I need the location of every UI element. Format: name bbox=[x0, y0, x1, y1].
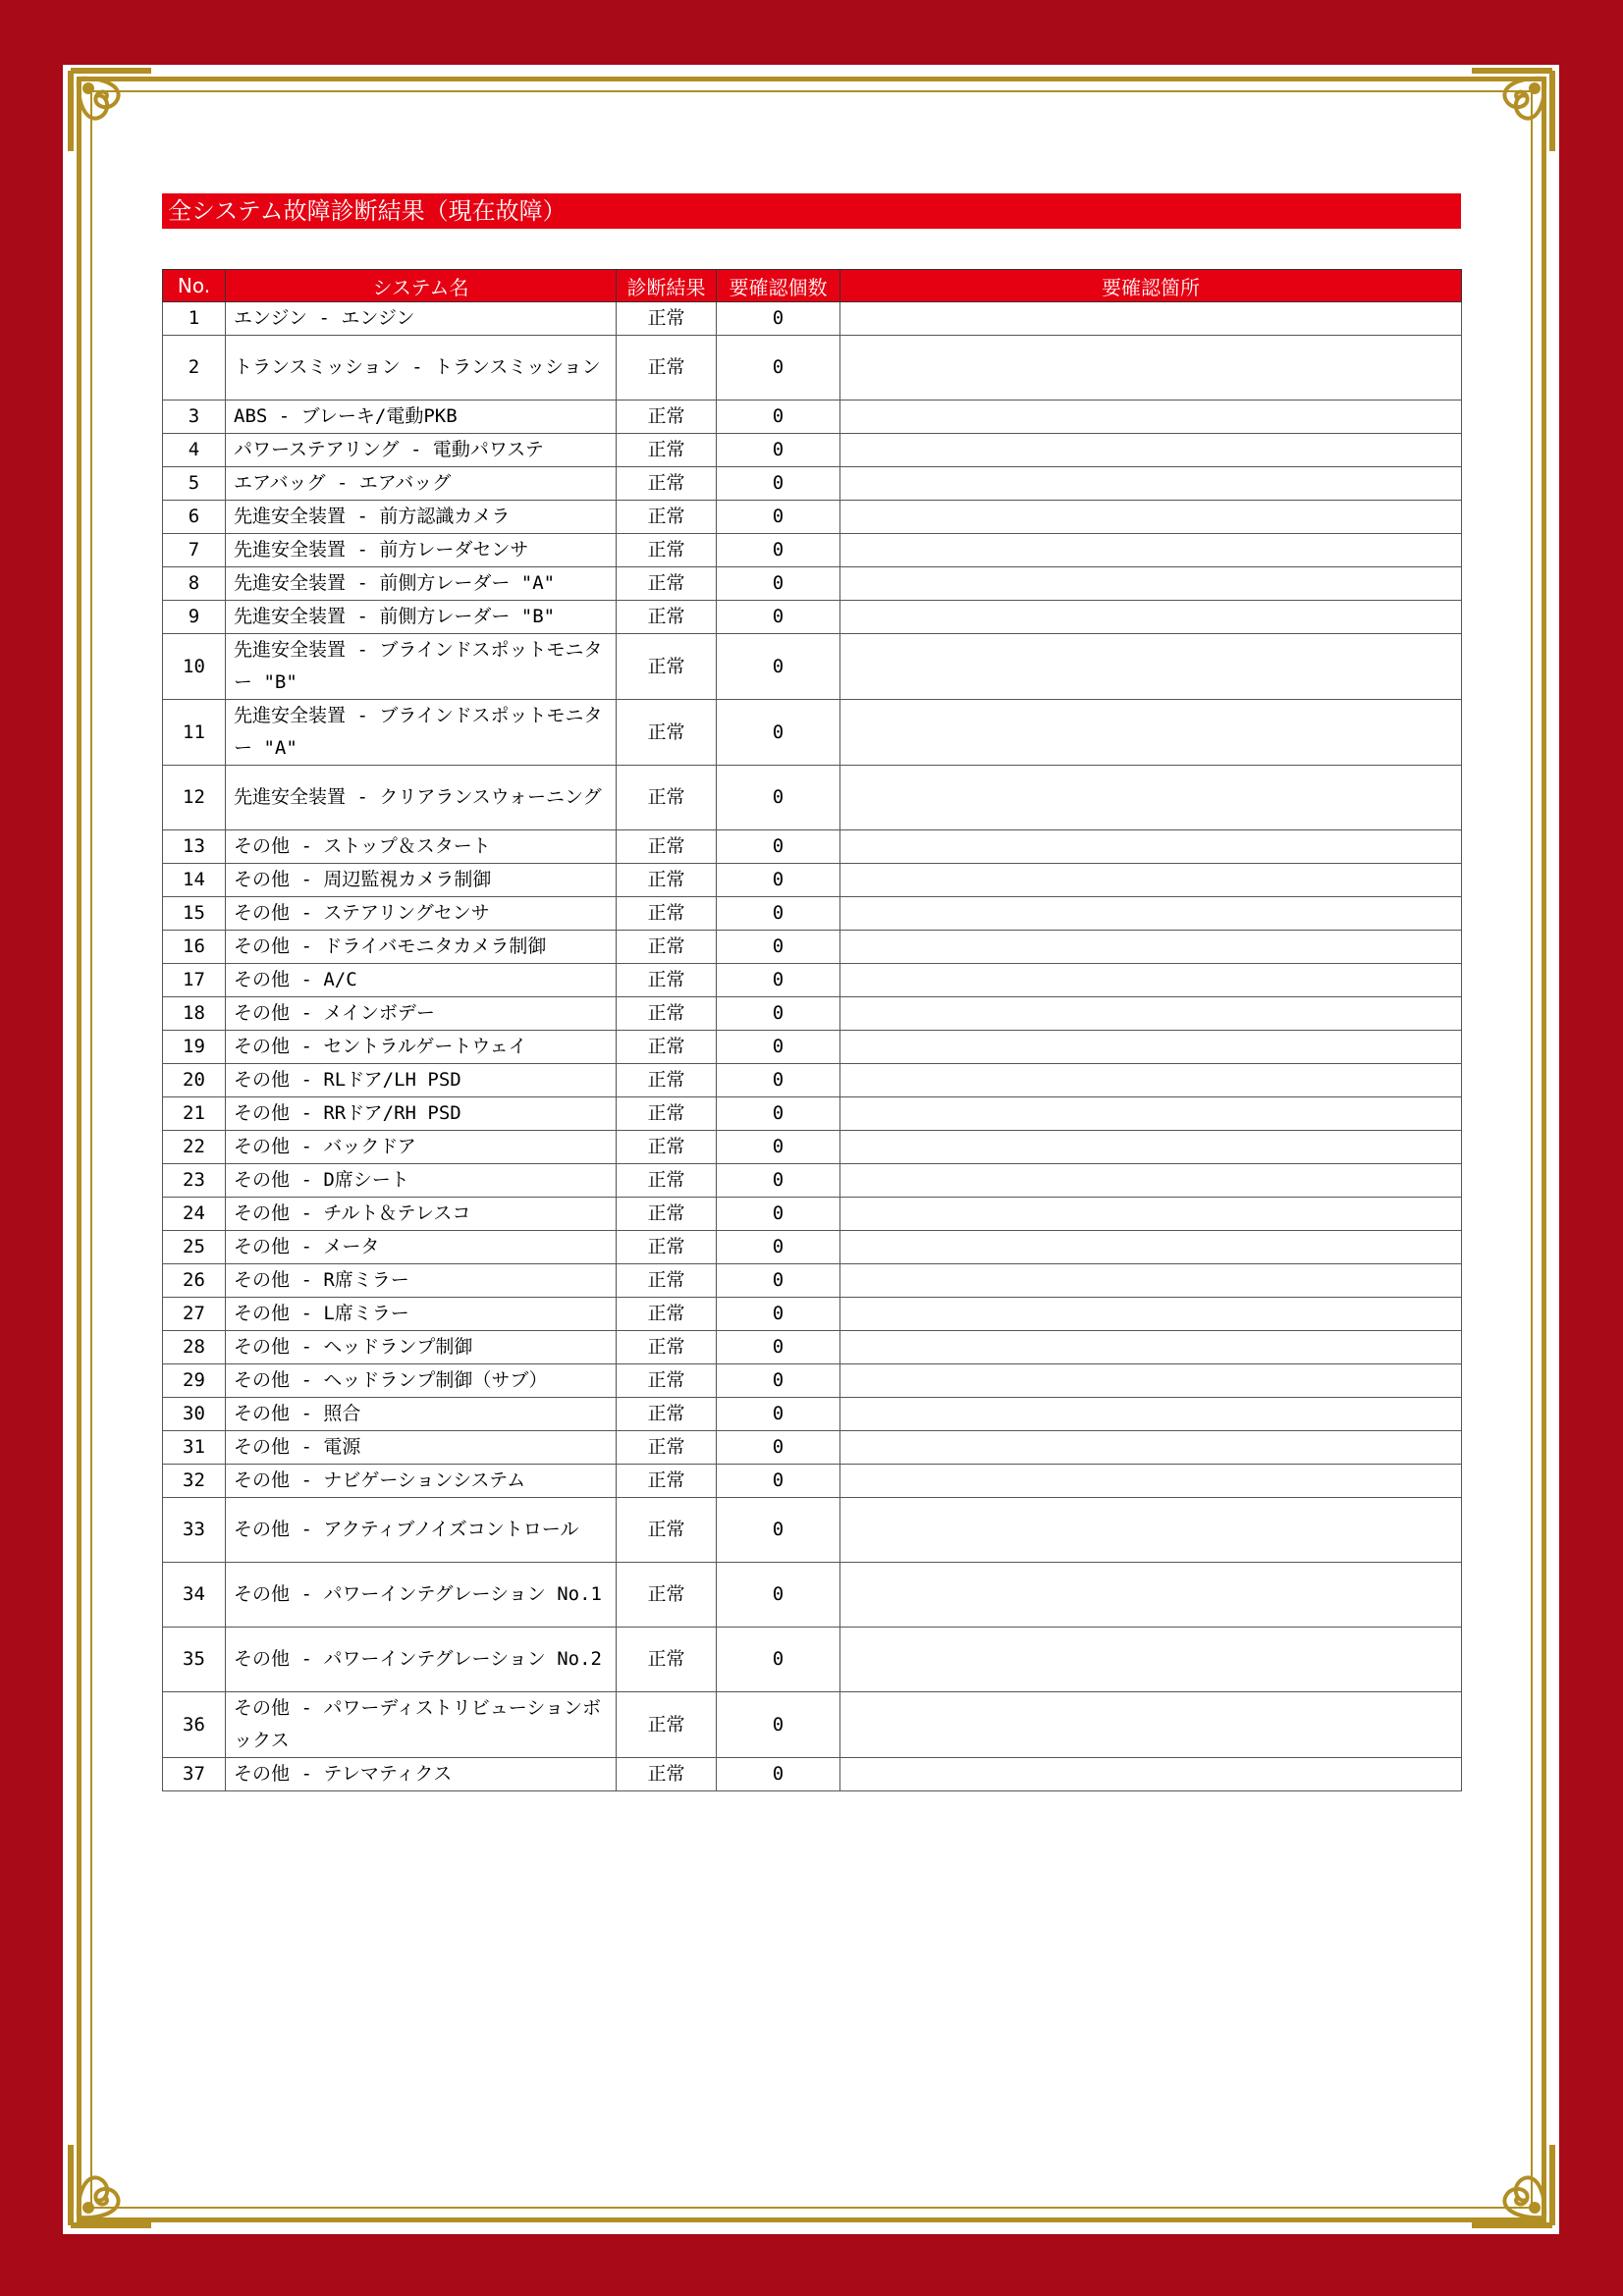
table-row bbox=[163, 336, 1462, 400]
corner-ornament-icon bbox=[1468, 67, 1556, 155]
system-name: その他 - ナビゲーションシステム bbox=[226, 1465, 617, 1498]
check-location bbox=[840, 1097, 1462, 1131]
system-name: トランスミッション - トランスミッション bbox=[226, 336, 617, 400]
row-number: 33 bbox=[163, 1498, 226, 1563]
check-count: 0 bbox=[717, 864, 840, 897]
diagnosis-result: 正常 bbox=[617, 534, 717, 567]
row-number: 20 bbox=[163, 1064, 226, 1097]
check-count: 0 bbox=[717, 567, 840, 601]
check-location bbox=[840, 1431, 1462, 1465]
system-name: その他 - 電源 bbox=[226, 1431, 617, 1465]
check-location bbox=[840, 1264, 1462, 1298]
diagnosis-result: 正常 bbox=[617, 864, 717, 897]
check-location bbox=[840, 931, 1462, 964]
system-name: その他 - パワーディストリビューションボックス bbox=[226, 1692, 617, 1758]
row-number: 34 bbox=[163, 1563, 226, 1628]
check-location bbox=[840, 434, 1462, 467]
diagnosis-result: 正常 bbox=[617, 434, 717, 467]
table-header-row bbox=[163, 270, 1462, 302]
diagnosis-result: 正常 bbox=[617, 467, 717, 501]
row-number: 23 bbox=[163, 1164, 226, 1198]
check-location bbox=[840, 467, 1462, 501]
table-row bbox=[163, 1298, 1462, 1331]
table-row bbox=[163, 1164, 1462, 1198]
diagnosis-result: 正常 bbox=[617, 1364, 717, 1398]
system-name: 先進安全装置 - 前側方レーダー "B" bbox=[226, 601, 617, 634]
table-row bbox=[163, 1465, 1462, 1498]
table-row bbox=[163, 434, 1462, 467]
corner-ornament-icon bbox=[1468, 2141, 1556, 2229]
system-name: その他 - A/C bbox=[226, 964, 617, 997]
system-name: その他 - パワーインテグレーション No.1 bbox=[226, 1563, 617, 1628]
column-header-location: 要確認箇所 bbox=[840, 270, 1462, 302]
check-count: 0 bbox=[717, 1498, 840, 1563]
check-location bbox=[840, 1231, 1462, 1264]
check-count: 0 bbox=[717, 1064, 840, 1097]
system-name: その他 - 周辺監視カメラ制御 bbox=[226, 864, 617, 897]
table-row bbox=[163, 1563, 1462, 1628]
table-row bbox=[163, 830, 1462, 864]
check-location bbox=[840, 400, 1462, 434]
row-number: 8 bbox=[163, 567, 226, 601]
table-row bbox=[163, 302, 1462, 336]
check-count: 0 bbox=[717, 1331, 840, 1364]
row-number: 29 bbox=[163, 1364, 226, 1398]
table-row bbox=[163, 1097, 1462, 1131]
row-number: 37 bbox=[163, 1758, 226, 1791]
row-number: 3 bbox=[163, 400, 226, 434]
system-name: 先進安全装置 - ブラインドスポットモニター "A" bbox=[226, 700, 617, 766]
diagnosis-result: 正常 bbox=[617, 1431, 717, 1465]
section-title: 全システム故障診断結果（現在故障） bbox=[162, 193, 1461, 229]
check-count: 0 bbox=[717, 467, 840, 501]
diagnosis-result: 正常 bbox=[617, 501, 717, 534]
check-location bbox=[840, 1465, 1462, 1498]
system-name: その他 - ヘッドランプ制御 bbox=[226, 1331, 617, 1364]
check-location bbox=[840, 1563, 1462, 1628]
diagnosis-result: 正常 bbox=[617, 1563, 717, 1628]
system-name: 先進安全装置 - 前側方レーダー "A" bbox=[226, 567, 617, 601]
system-name: その他 - 照合 bbox=[226, 1398, 617, 1431]
system-name: その他 - メインボデー bbox=[226, 997, 617, 1031]
check-location bbox=[840, 700, 1462, 766]
column-header-count: 要確認個数 bbox=[717, 270, 840, 302]
row-number: 21 bbox=[163, 1097, 226, 1131]
table-row bbox=[163, 534, 1462, 567]
check-location bbox=[840, 1131, 1462, 1164]
check-count: 0 bbox=[717, 434, 840, 467]
diagnosis-result: 正常 bbox=[617, 1331, 717, 1364]
diagnosis-result: 正常 bbox=[617, 1164, 717, 1198]
system-name: その他 - ステアリングセンサ bbox=[226, 897, 617, 931]
table-row bbox=[163, 864, 1462, 897]
check-location bbox=[840, 1398, 1462, 1431]
check-count: 0 bbox=[717, 1031, 840, 1064]
table-row bbox=[163, 964, 1462, 997]
table-row bbox=[163, 1398, 1462, 1431]
check-location bbox=[840, 1758, 1462, 1791]
check-count: 0 bbox=[717, 1465, 840, 1498]
check-location bbox=[840, 1298, 1462, 1331]
corner-ornament-icon bbox=[67, 2141, 155, 2229]
row-number: 32 bbox=[163, 1465, 226, 1498]
check-location bbox=[840, 1031, 1462, 1064]
table-row bbox=[163, 766, 1462, 830]
table-row bbox=[163, 501, 1462, 534]
row-number: 36 bbox=[163, 1692, 226, 1758]
check-count: 0 bbox=[717, 1563, 840, 1628]
row-number: 4 bbox=[163, 434, 226, 467]
column-header-system: システム名 bbox=[226, 270, 617, 302]
diagnosis-result: 正常 bbox=[617, 700, 717, 766]
system-name: その他 - ドライバモニタカメラ制御 bbox=[226, 931, 617, 964]
table-row bbox=[163, 1364, 1462, 1398]
diagnosis-result: 正常 bbox=[617, 931, 717, 964]
check-count: 0 bbox=[717, 336, 840, 400]
check-count: 0 bbox=[717, 1198, 840, 1231]
check-location bbox=[840, 864, 1462, 897]
row-number: 11 bbox=[163, 700, 226, 766]
diagnosis-result: 正常 bbox=[617, 830, 717, 864]
diagnosis-result: 正常 bbox=[617, 1398, 717, 1431]
row-number: 12 bbox=[163, 766, 226, 830]
row-number: 28 bbox=[163, 1331, 226, 1364]
table-row bbox=[163, 634, 1462, 700]
row-number: 17 bbox=[163, 964, 226, 997]
table-row bbox=[163, 1692, 1462, 1758]
check-count: 0 bbox=[717, 1431, 840, 1465]
check-count: 0 bbox=[717, 1231, 840, 1264]
row-number: 24 bbox=[163, 1198, 226, 1231]
row-number: 13 bbox=[163, 830, 226, 864]
diagnosis-result: 正常 bbox=[617, 1131, 717, 1164]
system-name: パワーステアリング - 電動パワステ bbox=[226, 434, 617, 467]
diagnosis-result: 正常 bbox=[617, 1298, 717, 1331]
diagnosis-table bbox=[162, 269, 1462, 1791]
check-count: 0 bbox=[717, 634, 840, 700]
check-location bbox=[840, 1498, 1462, 1563]
row-number: 6 bbox=[163, 501, 226, 534]
diagnosis-result: 正常 bbox=[617, 1231, 717, 1264]
table-row bbox=[163, 467, 1462, 501]
check-count: 0 bbox=[717, 1264, 840, 1298]
row-number: 5 bbox=[163, 467, 226, 501]
row-number: 25 bbox=[163, 1231, 226, 1264]
check-count: 0 bbox=[717, 830, 840, 864]
diagnosis-result: 正常 bbox=[617, 1064, 717, 1097]
table-row bbox=[163, 1628, 1462, 1692]
system-name: 先進安全装置 - 前方レーダセンサ bbox=[226, 534, 617, 567]
diagnosis-result: 正常 bbox=[617, 1465, 717, 1498]
check-location bbox=[840, 964, 1462, 997]
check-count: 0 bbox=[717, 931, 840, 964]
diagnosis-result: 正常 bbox=[617, 302, 717, 336]
diagnosis-result: 正常 bbox=[617, 634, 717, 700]
row-number: 10 bbox=[163, 634, 226, 700]
row-number: 16 bbox=[163, 931, 226, 964]
check-count: 0 bbox=[717, 601, 840, 634]
check-count: 0 bbox=[717, 1692, 840, 1758]
check-location bbox=[840, 1198, 1462, 1231]
system-name: その他 - パワーインテグレーション No.2 bbox=[226, 1628, 617, 1692]
table-row bbox=[163, 897, 1462, 931]
system-name: エアバッグ - エアバッグ bbox=[226, 467, 617, 501]
system-name: その他 - RLドア/LH PSD bbox=[226, 1064, 617, 1097]
diagnosis-result: 正常 bbox=[617, 567, 717, 601]
table-row bbox=[163, 567, 1462, 601]
system-name: ABS - ブレーキ/電動PKB bbox=[226, 400, 617, 434]
check-location bbox=[840, 634, 1462, 700]
check-count: 0 bbox=[717, 897, 840, 931]
check-count: 0 bbox=[717, 1758, 840, 1791]
row-number: 7 bbox=[163, 534, 226, 567]
check-count: 0 bbox=[717, 700, 840, 766]
diagnosis-result: 正常 bbox=[617, 897, 717, 931]
system-name: その他 - アクティブノイズコントロール bbox=[226, 1498, 617, 1563]
system-name: 先進安全装置 - クリアランスウォーニング bbox=[226, 766, 617, 830]
row-number: 27 bbox=[163, 1298, 226, 1331]
check-count: 0 bbox=[717, 400, 840, 434]
system-name: 先進安全装置 - ブラインドスポットモニター "B" bbox=[226, 634, 617, 700]
system-name: その他 - ストップ＆スタート bbox=[226, 830, 617, 864]
check-location bbox=[840, 897, 1462, 931]
diagnosis-result: 正常 bbox=[617, 1031, 717, 1064]
diagnosis-result: 正常 bbox=[617, 964, 717, 997]
diagnosis-result: 正常 bbox=[617, 1758, 717, 1791]
check-location bbox=[840, 1331, 1462, 1364]
row-number: 19 bbox=[163, 1031, 226, 1064]
row-number: 9 bbox=[163, 601, 226, 634]
check-count: 0 bbox=[717, 1097, 840, 1131]
system-name: その他 - バックドア bbox=[226, 1131, 617, 1164]
check-count: 0 bbox=[717, 501, 840, 534]
system-name: その他 - D席シート bbox=[226, 1164, 617, 1198]
system-name: エンジン - エンジン bbox=[226, 302, 617, 336]
check-location bbox=[840, 1628, 1462, 1692]
table-row bbox=[163, 1264, 1462, 1298]
table-row bbox=[163, 700, 1462, 766]
check-count: 0 bbox=[717, 997, 840, 1031]
table-row bbox=[163, 931, 1462, 964]
diagnosis-result: 正常 bbox=[617, 766, 717, 830]
table-row bbox=[163, 601, 1462, 634]
table-row bbox=[163, 1498, 1462, 1563]
check-location bbox=[840, 336, 1462, 400]
check-location bbox=[840, 567, 1462, 601]
row-number: 2 bbox=[163, 336, 226, 400]
diagnosis-result: 正常 bbox=[617, 400, 717, 434]
row-number: 15 bbox=[163, 897, 226, 931]
check-count: 0 bbox=[717, 1298, 840, 1331]
diagnosis-result: 正常 bbox=[617, 601, 717, 634]
system-name: その他 - メータ bbox=[226, 1231, 617, 1264]
check-location bbox=[840, 302, 1462, 336]
check-count: 0 bbox=[717, 1628, 840, 1692]
row-number: 18 bbox=[163, 997, 226, 1031]
diagnosis-result: 正常 bbox=[617, 1264, 717, 1298]
table-row bbox=[163, 400, 1462, 434]
system-name: その他 - セントラルゲートウェイ bbox=[226, 1031, 617, 1064]
corner-ornament-icon bbox=[67, 67, 155, 155]
row-number: 35 bbox=[163, 1628, 226, 1692]
diagnosis-result: 正常 bbox=[617, 1692, 717, 1758]
table-row bbox=[163, 997, 1462, 1031]
system-name: その他 - ヘッドランプ制御（サブ） bbox=[226, 1364, 617, 1398]
row-number: 1 bbox=[163, 302, 226, 336]
table-row bbox=[163, 1331, 1462, 1364]
check-count: 0 bbox=[717, 1364, 840, 1398]
check-location bbox=[840, 501, 1462, 534]
check-count: 0 bbox=[717, 1398, 840, 1431]
check-location bbox=[840, 1692, 1462, 1758]
check-location bbox=[840, 601, 1462, 634]
table-row bbox=[163, 1758, 1462, 1791]
check-count: 0 bbox=[717, 964, 840, 997]
check-location bbox=[840, 997, 1462, 1031]
column-header-result: 診断結果 bbox=[617, 270, 717, 302]
system-name: その他 - テレマティクス bbox=[226, 1758, 617, 1791]
check-location bbox=[840, 534, 1462, 567]
row-number: 26 bbox=[163, 1264, 226, 1298]
table-row bbox=[163, 1131, 1462, 1164]
row-number: 30 bbox=[163, 1398, 226, 1431]
column-header-no: No. bbox=[163, 270, 226, 302]
table-row bbox=[163, 1431, 1462, 1465]
check-location bbox=[840, 1364, 1462, 1398]
system-name: その他 - L席ミラー bbox=[226, 1298, 617, 1331]
check-count: 0 bbox=[717, 766, 840, 830]
check-count: 0 bbox=[717, 1131, 840, 1164]
diagnosis-result: 正常 bbox=[617, 336, 717, 400]
check-location bbox=[840, 830, 1462, 864]
diagnosis-result: 正常 bbox=[617, 1198, 717, 1231]
check-count: 0 bbox=[717, 534, 840, 567]
check-count: 0 bbox=[717, 302, 840, 336]
diagnosis-result: 正常 bbox=[617, 1097, 717, 1131]
table-body bbox=[163, 302, 1462, 1791]
table-row bbox=[163, 1198, 1462, 1231]
diagnosis-result: 正常 bbox=[617, 997, 717, 1031]
diagnosis-result: 正常 bbox=[617, 1628, 717, 1692]
row-number: 22 bbox=[163, 1131, 226, 1164]
table-row bbox=[163, 1031, 1462, 1064]
system-name: その他 - チルト＆テレスコ bbox=[226, 1198, 617, 1231]
table-row bbox=[163, 1231, 1462, 1264]
system-name: その他 - R席ミラー bbox=[226, 1264, 617, 1298]
check-location bbox=[840, 1064, 1462, 1097]
row-number: 31 bbox=[163, 1431, 226, 1465]
system-name: 先進安全装置 - 前方認識カメラ bbox=[226, 501, 617, 534]
check-count: 0 bbox=[717, 1164, 840, 1198]
table-row bbox=[163, 1064, 1462, 1097]
check-location bbox=[840, 1164, 1462, 1198]
check-location bbox=[840, 766, 1462, 830]
system-name: その他 - RRドア/RH PSD bbox=[226, 1097, 617, 1131]
row-number: 14 bbox=[163, 864, 226, 897]
diagnosis-result: 正常 bbox=[617, 1498, 717, 1563]
